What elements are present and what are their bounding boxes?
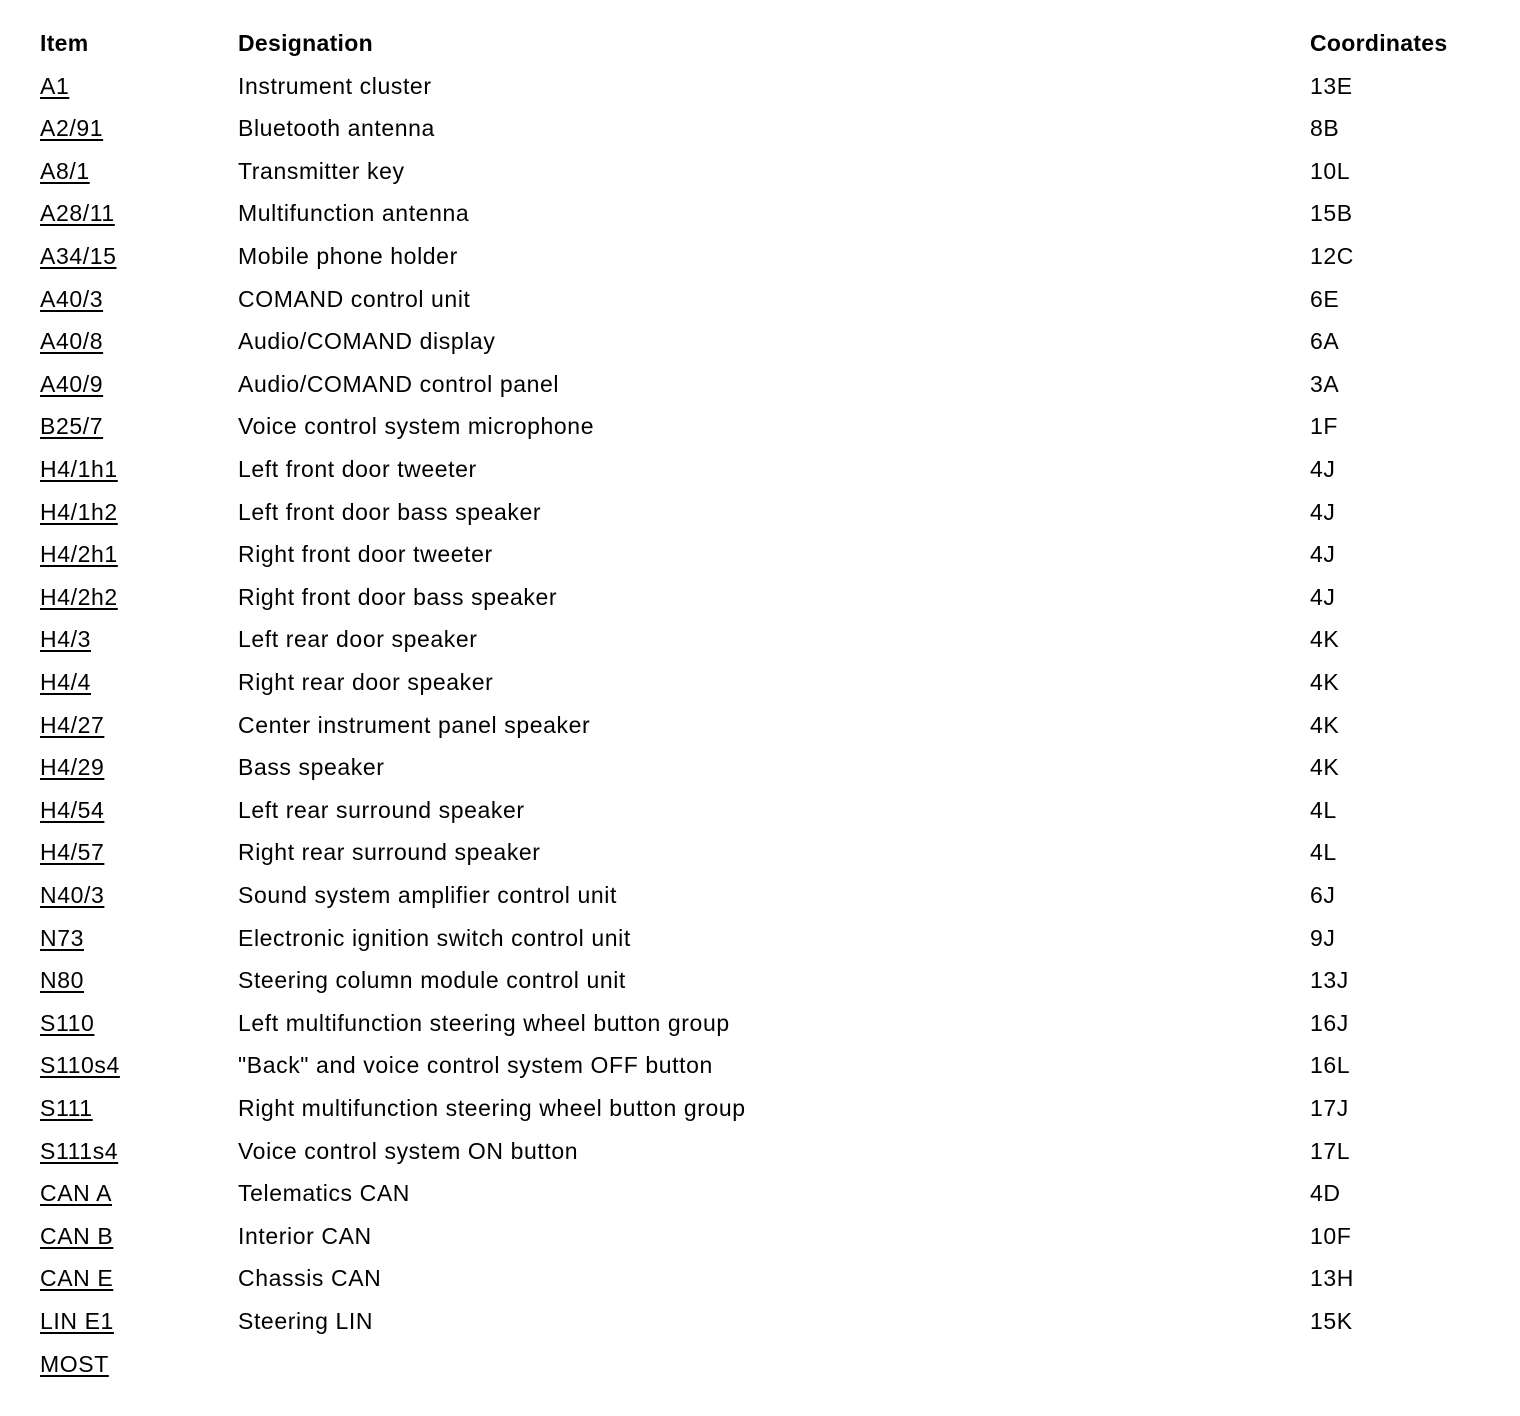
item-link[interactable]: H4/4: [40, 669, 91, 695]
table-row: [0, 751, 1520, 793]
designation-text: Left multifunction steering wheel button group: [238, 1009, 730, 1036]
coordinates-text: 3A: [1310, 370, 1340, 397]
table-row: [0, 836, 1520, 878]
table-row: [0, 1007, 1520, 1049]
designation-text: Left front door tweeter: [238, 456, 477, 482]
table-row: [0, 1092, 1520, 1134]
coordinates-text: 4L: [1310, 839, 1337, 866]
item-link[interactable]: H4/2h1: [40, 541, 118, 568]
designation-text: Chassis CAN: [238, 1265, 382, 1292]
table-row: [0, 240, 1520, 282]
item-link[interactable]: MOST: [40, 1350, 109, 1377]
designation-text: Electronic ignition switch control unit: [238, 924, 631, 951]
designation-text: Right front door tweeter: [238, 541, 493, 568]
coordinates-text: 4J: [1310, 583, 1336, 610]
coordinates-text: 4D: [1310, 1180, 1341, 1207]
coordinates-text: 6E: [1310, 285, 1340, 312]
coordinates-text: 4J: [1310, 541, 1336, 568]
table-row: [0, 879, 1520, 921]
designation-text: "Back" and voice control system OFF button: [238, 1052, 713, 1079]
designation-text: Mobile phone holder: [238, 243, 458, 269]
item-link[interactable]: H4/57: [40, 839, 105, 866]
table-row: [0, 964, 1520, 1006]
designation-text: Interior CAN: [238, 1222, 372, 1249]
designation-text: Bass speaker: [238, 754, 385, 781]
table-row: [0, 112, 1520, 154]
item-link[interactable]: LIN E1: [40, 1308, 114, 1334]
coordinates-text: 10F: [1310, 1222, 1352, 1249]
item-link[interactable]: H4/29: [40, 754, 105, 781]
item-link[interactable]: H4/1h2: [40, 498, 118, 525]
item-link[interactable]: H4/54: [40, 796, 105, 823]
designation-text: Voice control system ON button: [238, 1137, 579, 1164]
table-row: [0, 410, 1520, 452]
designation-text: Left front door bass speaker: [238, 498, 542, 525]
table-row: [0, 581, 1520, 623]
designation-text: Steering column module control unit: [238, 967, 626, 994]
designation-text: Instrument cluster: [238, 72, 432, 99]
table-row: [0, 496, 1520, 538]
table-row: [0, 70, 1520, 112]
coordinates-text: 4K: [1310, 626, 1340, 653]
designation-text: Voice control system microphone: [238, 413, 595, 440]
item-link[interactable]: S111: [40, 1095, 93, 1121]
item-link[interactable]: A40/3: [40, 285, 104, 312]
designation-text: Right multifunction steering wheel button group: [238, 1095, 746, 1121]
coordinates-text: 13J: [1310, 967, 1349, 994]
coordinates-text: 6A: [1310, 328, 1340, 355]
item-link[interactable]: H4/27: [40, 711, 105, 738]
designation-text: Right front door bass speaker: [238, 583, 558, 610]
table-row: [0, 709, 1520, 751]
header-coordinates: Coordinates: [1310, 30, 1448, 56]
item-link[interactable]: A34/15: [40, 243, 117, 269]
item-link[interactable]: N40/3: [40, 882, 105, 908]
item-link[interactable]: H4/1h1: [40, 456, 118, 482]
table-row: [0, 1049, 1520, 1091]
item-link[interactable]: S110s4: [40, 1052, 120, 1079]
coordinates-text: 9J: [1310, 924, 1336, 951]
item-link[interactable]: CAN A: [40, 1180, 113, 1207]
table-row: [0, 1262, 1520, 1304]
table-row: [0, 794, 1520, 836]
table-row: [0, 1220, 1520, 1262]
table-row: [0, 197, 1520, 239]
item-link[interactable]: H4/3: [40, 626, 91, 653]
table-row: [0, 1177, 1520, 1219]
coordinates-text: 17J: [1310, 1095, 1349, 1121]
coordinates-text: 16L: [1310, 1052, 1351, 1079]
coordinates-text: 12C: [1310, 243, 1354, 269]
header-item: Item: [40, 30, 89, 56]
designation-text: Right rear surround speaker: [238, 839, 541, 866]
coordinates-text: 13H: [1310, 1265, 1354, 1292]
designation-text: Transmitter key: [238, 157, 405, 184]
coordinates-text: 4K: [1310, 754, 1340, 781]
table-row: [0, 623, 1520, 665]
item-link[interactable]: A40/9: [40, 370, 104, 397]
coordinates-text: 4J: [1310, 456, 1336, 482]
item-link[interactable]: A8/1: [40, 157, 90, 184]
designation-text: COMAND control unit: [238, 285, 471, 312]
designation-text: Center instrument panel speaker: [238, 711, 591, 738]
item-link[interactable]: A2/91: [40, 115, 104, 142]
table-row: [0, 666, 1520, 708]
table-row: [0, 1348, 1520, 1390]
item-link[interactable]: B25/7: [40, 413, 104, 440]
designation-text: Multifunction antenna: [238, 200, 470, 227]
designation-text: Sound system amplifier control unit: [238, 882, 617, 908]
designation-text: Telematics CAN: [238, 1180, 410, 1207]
coordinates-text: 8B: [1310, 115, 1340, 142]
designation-text: Audio/COMAND control panel: [238, 370, 560, 397]
designation-text: Bluetooth antenna: [238, 115, 435, 142]
coordinates-text: 4L: [1310, 796, 1337, 823]
item-link[interactable]: S111s4: [40, 1137, 119, 1164]
item-link[interactable]: CAN E: [40, 1265, 114, 1292]
coordinates-text: 6J: [1310, 882, 1336, 908]
table-row: [0, 538, 1520, 580]
table-row: [0, 325, 1520, 367]
table-row: [0, 368, 1520, 410]
item-link[interactable]: S110: [40, 1009, 95, 1036]
table-header: [0, 27, 1520, 69]
table-row: [0, 453, 1520, 495]
table-row: [0, 283, 1520, 325]
coordinates-text: 17L: [1310, 1137, 1351, 1164]
coordinates-text: 16J: [1310, 1009, 1349, 1036]
coordinates-text: 15B: [1310, 200, 1353, 227]
coordinates-text: 1F: [1310, 413, 1339, 440]
item-link[interactable]: CAN B: [40, 1222, 114, 1249]
coordinates-text: 10L: [1310, 157, 1351, 184]
header-designation: Designation: [238, 30, 373, 56]
item-link[interactable]: N73: [40, 924, 84, 951]
item-link[interactable]: A28/11: [40, 200, 115, 227]
item-link[interactable]: H4/2h2: [40, 583, 118, 610]
coordinates-text: 13E: [1310, 72, 1353, 99]
coordinates-text: 4J: [1310, 498, 1336, 525]
designation-text: Right rear door speaker: [238, 669, 494, 695]
item-link[interactable]: N80: [40, 967, 84, 994]
table-row: [0, 155, 1520, 197]
item-link[interactable]: A40/8: [40, 328, 104, 355]
table-row: [0, 1305, 1520, 1347]
designation-text: Left rear door speaker: [238, 626, 478, 653]
designation-text: Steering LIN: [238, 1308, 374, 1334]
item-link[interactable]: A1: [40, 72, 70, 99]
table-row: [0, 1135, 1520, 1177]
coordinates-text: 4K: [1310, 669, 1340, 695]
coordinates-text: 15K: [1310, 1308, 1353, 1334]
designation-text: Left rear surround speaker: [238, 796, 525, 823]
designation-text: Audio/COMAND display: [238, 328, 496, 355]
coordinates-text: 4K: [1310, 711, 1340, 738]
table-row: [0, 922, 1520, 964]
